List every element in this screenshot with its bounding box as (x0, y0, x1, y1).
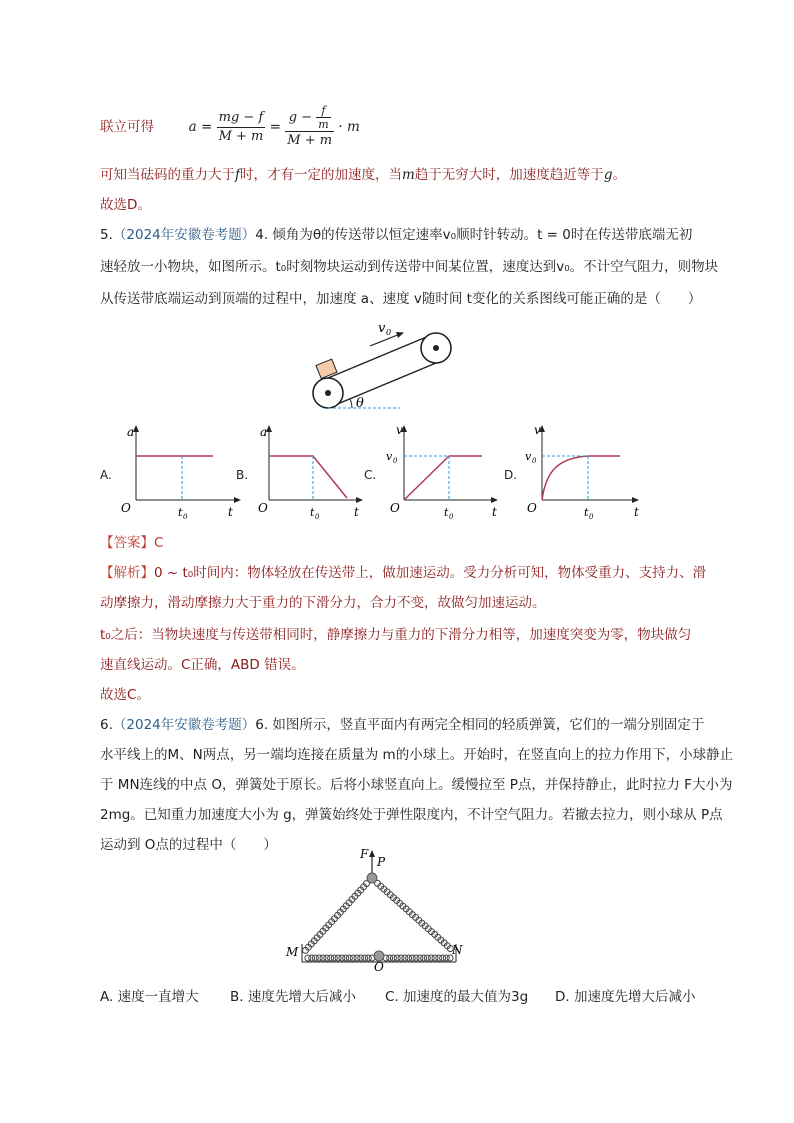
svg-text:O: O (121, 501, 131, 515)
svg-text:t: t (228, 505, 233, 519)
svg-text:0: 0 (589, 513, 594, 520)
q5-analysis1: 【解析】0 ~ t₀时间内：物体轻放在传送带上，做加速运动。受力分析可知，物体受重力、支持力、滑 (100, 565, 707, 581)
q6-line2: 水平线上的M、N两点，另一端均连接在质量为 m的小球上。开始时，在竖直向上的拉力作用下，小球静止 (100, 747, 734, 763)
q6-option-b[interactable]: B. 速度先增大后减小 (230, 989, 356, 1005)
fig-M-label: M (286, 945, 299, 959)
q5-analysis2: 动摩擦力，滑动摩擦力大于重力的下滑分力，合力不变，故做匀加速运动。 (100, 595, 546, 611)
fig-theta-label: θ (356, 396, 364, 411)
q6-line4: 2mg。已知重力加速度大小为 g，弹簧始终处于弹性限度内，不计空气阻力。若撤去拉力，则小球从 P点 (100, 807, 723, 823)
formula-eq2: = (269, 119, 281, 135)
q6-option-a[interactable]: A. 速度一直增大 (100, 989, 199, 1005)
svg-text:a: a (260, 425, 268, 439)
q6-line5: 运动到 O点的过程中（ ） (100, 837, 277, 853)
choose-d: 故选D。 (100, 197, 151, 213)
graph-b-option[interactable]: B. a O t 0 t (236, 420, 371, 520)
svg-text:O: O (258, 501, 268, 515)
q6-line1: 6.（2024年安徽卷考题）6. 如图所示，竖直平面内有两完全相同的轻质弹簧，它们的一端分别固定于 (100, 717, 705, 733)
svg-text:t: t (634, 505, 639, 519)
svg-text:v: v (534, 423, 541, 437)
q5-line2: 速轻放一小物块，如图所示。t₀时刻物块运动到传送带中间某位置，速度达到v₀。不计空气阻力，则物块 (100, 259, 719, 275)
q6-option-d[interactable]: D. 加速度先增大后减小 (555, 989, 696, 1005)
formula-frac2: g − $\frac{f}{m}$ M + m (287, 104, 333, 148)
conclusion-line: 可知当砝码的重力大于f时，才有一定的加速度，当m趋于无穷大时，加速度趋近等于g。 (100, 167, 626, 183)
fig-F-label: F (360, 847, 369, 861)
svg-text:v: v (386, 450, 393, 463)
fig-O-label: O (374, 960, 384, 974)
q6-line3: 于 MN连线的中点 O，弹簧处于原长。后将小球竖直向上。缓慢拉至 P点，并保持静止，此时拉力 F大小为 (100, 777, 733, 793)
svg-text:t: t (584, 506, 589, 519)
svg-text:0: 0 (449, 513, 454, 520)
svg-text:a: a (127, 425, 135, 439)
formula-tail: · m (338, 119, 360, 135)
fig-v0-label: v (378, 321, 386, 336)
q5-answer: 【答案】C (100, 535, 164, 551)
q5-source: （2024年安徽卷考题） (112, 227, 256, 243)
q6-options (100, 988, 695, 1006)
svg-text:t: t (492, 505, 497, 519)
graph-c-option[interactable]: C. v v 0 O t 0 t (364, 423, 497, 520)
svg-text:v: v (525, 450, 532, 463)
svg-text:t: t (444, 506, 449, 519)
spring-figure (280, 846, 480, 974)
svg-text:0: 0 (393, 457, 398, 465)
svg-text:O: O (527, 501, 537, 515)
svg-text:t: t (178, 506, 183, 519)
svg-text:t: t (354, 505, 359, 519)
q6-source: （2024年安徽卷考题） (112, 717, 256, 733)
q5-analysis3: t₀之后：当物块速度与传送带相同时，静摩擦力与重力的下滑分力相等，加速度突变为零，物块做匀 (100, 627, 692, 643)
svg-text:v: v (396, 423, 403, 437)
q5-choose: 故选C。 (100, 687, 150, 703)
graph-a-option[interactable]: A. a O t 0 t (100, 420, 245, 520)
svg-text:0: 0 (532, 457, 537, 465)
formula-eq1: = (200, 119, 213, 135)
fig-N-label: N (452, 943, 463, 957)
formula-a: a (188, 119, 197, 135)
fig-P-label: P (377, 855, 386, 869)
graph-d-option[interactable]: D. v v 0 O t 0 t (504, 423, 639, 520)
svg-text:0: 0 (315, 513, 320, 520)
svg-text:t: t (310, 506, 315, 519)
q6-option-c[interactable]: C. 加速度的最大值为3g (385, 989, 529, 1005)
formula-label: 联立可得 (100, 119, 154, 135)
q5-line3: 从传送带底端运动到顶端的过程中，加速度 a、速度 v随时间 t变化的关系图线可能正确的是（ ） (100, 291, 702, 307)
svg-text:0: 0 (386, 328, 392, 337)
formula-frac1: $\frac{mg - f}{M + m}$ (218, 109, 264, 144)
q5-line1: 5.（2024年安徽卷考题）4. 倾角为θ的传送带以恒定速率v₀顺时针转动。t = 0时在传送带底端无初 (100, 227, 693, 243)
formula-line (100, 104, 360, 148)
q5-analysis4: 速直线运动。C正确，ABD 错误。 (100, 657, 305, 673)
svg-text:O: O (390, 501, 400, 515)
conveyor-figure (300, 318, 470, 418)
svg-text:0: 0 (183, 513, 188, 520)
